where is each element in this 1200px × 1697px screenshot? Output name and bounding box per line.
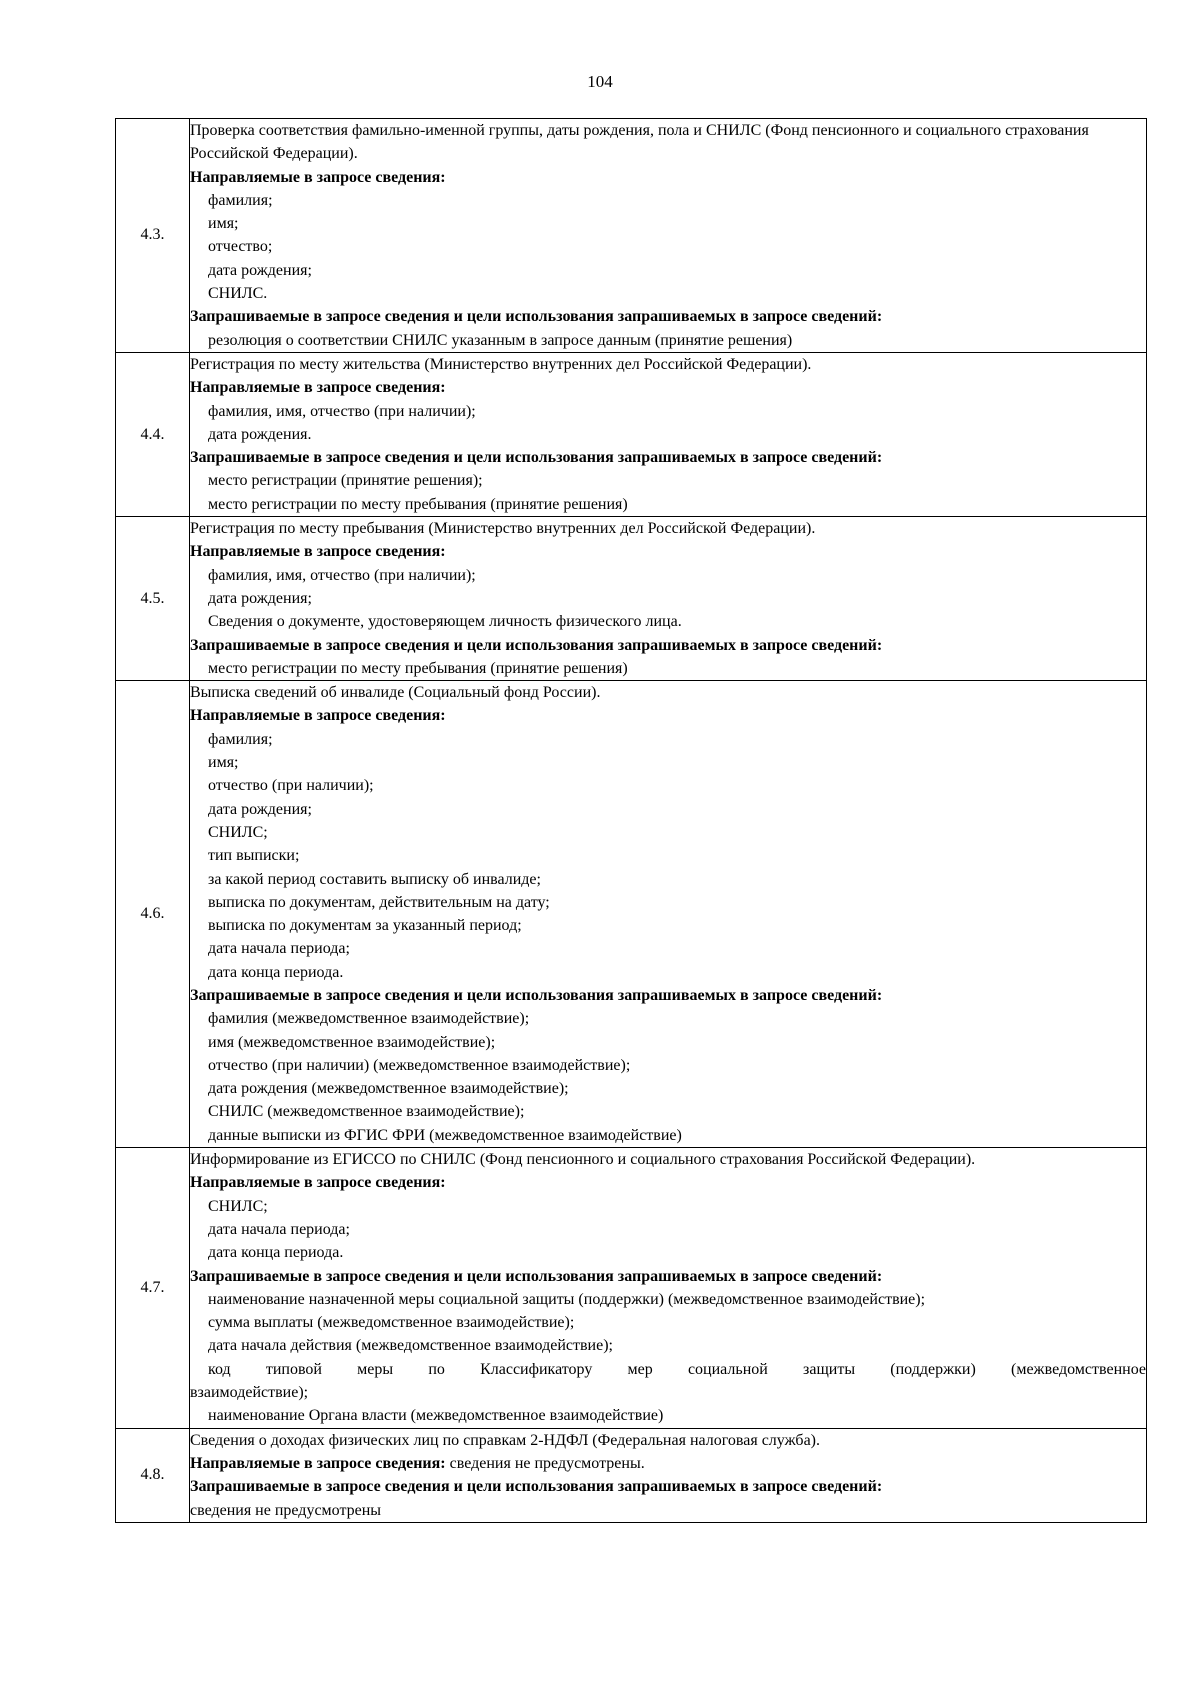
list-item: наименование Органа власти (межведомственное взаимодействие): [208, 1407, 664, 1425]
table-row: [116, 681, 1147, 1148]
list-item: дата рождения;: [208, 261, 312, 279]
list-item: дата рождения;: [208, 589, 312, 607]
requested-label: Запрашиваемые в запросе сведения и цели использования запрашиваемых в запросе сведений:: [190, 449, 883, 467]
row-title: Регистрация по месту жительства (Министерство внутренних дел Российской Федерации).: [190, 355, 812, 373]
list-item: фамилия, имя, отчество (при наличии);: [208, 402, 476, 420]
list-item: тип выписки;: [208, 847, 300, 865]
list-item: имя;: [208, 754, 239, 772]
list-item: код типовой меры по Классификатору мер социальной защиты (поддержки) (межведомственное: [208, 1360, 1146, 1378]
list-item: дата конца периода.: [208, 1244, 344, 1262]
table-row: [116, 517, 1147, 681]
row-number: 4.7.: [116, 1148, 190, 1429]
list-item: фамилия;: [208, 730, 273, 748]
list-item: место регистрации по месту пребывания (принятие решения): [208, 495, 628, 513]
row-content: [190, 681, 1147, 1148]
row-title: Сведения о доходах физических лиц по справкам 2-НДФЛ (Федеральная налоговая служба).: [190, 1431, 820, 1449]
list-item: отчество (при наличии);: [208, 777, 374, 795]
list-item: выписка по документам за указанный период;: [208, 917, 522, 935]
list-item: данные выписки из ФГИС ФРИ (межведомственное взаимодействие): [208, 1126, 682, 1144]
row-number: 4.3.: [116, 119, 190, 353]
row-content: [190, 1148, 1147, 1429]
requests-table: [115, 118, 1147, 1523]
table-row: [116, 1148, 1147, 1429]
list-item: СНИЛС;: [208, 1197, 268, 1215]
list-item: дата конца периода.: [208, 963, 344, 981]
list-item: СНИЛС (межведомственное взаимодействие);: [208, 1103, 525, 1121]
list-item: выписка по документам, действительным на дату;: [208, 893, 550, 911]
list-item: дата рождения.: [208, 425, 312, 443]
list-item: имя;: [208, 215, 239, 233]
list-item: Сведения о документе, удостоверяющем личность физического лица.: [208, 613, 682, 631]
row-content: [190, 352, 1147, 516]
table-row: [116, 352, 1147, 516]
requested-label: Запрашиваемые в запросе сведения и цели использования запрашиваемых в запросе сведений:: [190, 636, 883, 654]
sent-label: Направляемые в запросе сведения:: [190, 379, 446, 397]
list-item: сумма выплаты (межведомственное взаимодействие);: [208, 1314, 575, 1332]
list-item: отчество (при наличии) (межведомственное взаимодействие);: [208, 1056, 631, 1074]
row-number: 4.6.: [116, 681, 190, 1148]
requested-value: сведения не предусмотрены: [190, 1501, 382, 1519]
list-item: СНИЛС.: [208, 285, 268, 303]
row-content: [190, 1428, 1147, 1522]
list-item: дата начала периода;: [208, 940, 350, 958]
row-title: Выписка сведений об инвалиде (Социальный фонд России).: [190, 684, 601, 702]
row-title: Информирование из ЕГИССО по СНИЛС (Фонд пенсионного и социального страхования Российской Федерации).: [190, 1151, 976, 1169]
list-item: фамилия, имя, отчество (при наличии);: [208, 566, 476, 584]
requested-label: Запрашиваемые в запросе сведения и цели использования запрашиваемых в запросе сведений:: [190, 1267, 883, 1285]
sent-label: Направляемые в запросе сведения:: [190, 168, 446, 186]
list-item: резолюция о соответствии СНИЛС указанным в запросе данным (принятие решения): [208, 331, 793, 349]
row-number: 4.5.: [116, 517, 190, 681]
sent-line: [190, 1452, 1146, 1475]
list-item: дата рождения (межведомственное взаимодействие);: [208, 1080, 569, 1098]
row-number: 4.4.: [116, 352, 190, 516]
list-item: фамилия;: [208, 191, 273, 209]
sent-value: сведения не предусмотрены.: [449, 1454, 645, 1472]
table-row: [116, 119, 1147, 353]
row-content: [190, 517, 1147, 681]
list-item: СНИЛС;: [208, 823, 268, 841]
list-item: дата начала действия (межведомственное взаимодействие);: [208, 1337, 613, 1355]
sent-label: Направляемые в запросе сведения:: [190, 1174, 446, 1192]
row-content: [190, 119, 1147, 353]
list-item: дата начала периода;: [208, 1220, 350, 1238]
list-item: место регистрации по месту пребывания (принятие решения): [208, 659, 628, 677]
list-item-continuation: взаимодействие);: [190, 1384, 309, 1402]
row-title: Проверка соответствия фамильно-именной группы, даты рождения, пола и СНИЛС (Фонд пенсионного и социального страхования Российской Федерации).: [190, 122, 1089, 163]
page-number: 104: [587, 72, 613, 91]
requested-label: Запрашиваемые в запросе сведения и цели использования запрашиваемых в запросе сведений:: [190, 308, 883, 326]
table-row: [116, 1428, 1147, 1522]
list-item: наименование назначенной меры социальной защиты (поддержки) (межведомственное взаимодействие);: [208, 1290, 926, 1308]
row-title: Регистрация по месту пребывания (Министерство внутренних дел Российской Федерации).: [190, 520, 816, 538]
list-item: место регистрации (принятие решения);: [208, 472, 483, 490]
requested-label: Запрашиваемые в запросе сведения и цели использования запрашиваемых в запросе сведений:: [190, 986, 883, 1004]
sent-label: Направляемые в запросе сведения:: [190, 707, 446, 725]
sent-label: Направляемые в запросе сведения:: [190, 543, 446, 561]
list-item: отчество;: [208, 238, 273, 256]
list-item: за какой период составить выписку об инвалиде;: [208, 870, 541, 888]
list-item: дата рождения;: [208, 800, 312, 818]
row-number: 4.8.: [116, 1428, 190, 1522]
list-item: имя (межведомственное взаимодействие);: [208, 1033, 496, 1051]
sent-label: Направляемые в запросе сведения:: [190, 1454, 446, 1472]
list-item: фамилия (межведомственное взаимодействие);: [208, 1010, 530, 1028]
requested-label: Запрашиваемые в запросе сведения и цели использования запрашиваемых в запросе сведений:: [190, 1478, 883, 1496]
